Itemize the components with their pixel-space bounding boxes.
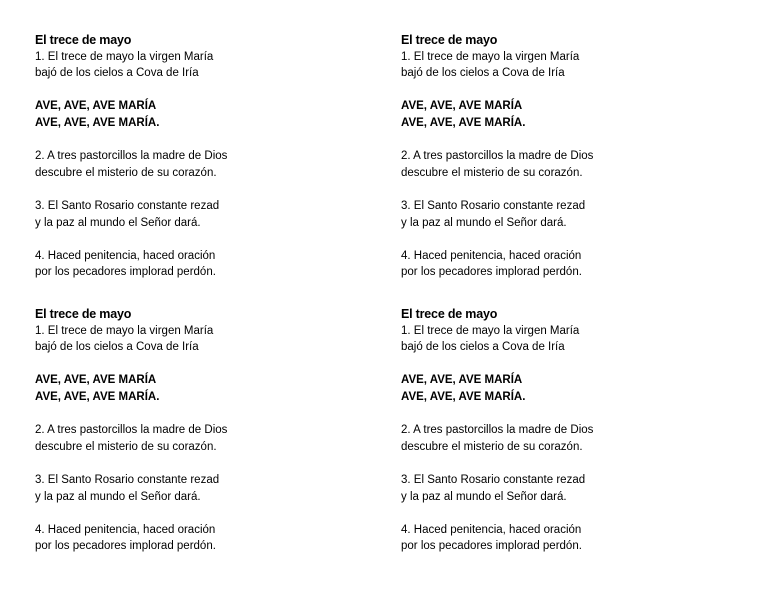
verse-1-line-2: bajó de los cielos a Cova de Iría	[35, 67, 199, 80]
verse-1-line-1: 1. El trece de mayo la virgen María	[35, 50, 214, 63]
verse-4-line-1: 4. Haced penitencia, haced oración	[35, 523, 216, 536]
verse-2-line-2: descubre el misterio de su corazón.	[401, 440, 583, 453]
verse-3-line-2: y la paz al mundo el Señor dará.	[35, 216, 201, 229]
song-title: El trece de mayo	[35, 307, 132, 321]
song-block-bottom-left	[35, 306, 365, 555]
song-title: El trece de mayo	[401, 33, 498, 47]
verse-3-line-2: y la paz al mundo el Señor dará.	[401, 490, 567, 503]
verse-2-line-1: 2. A tres pastorcillos la madre de Dios	[401, 424, 594, 437]
verse-2-line-1: 2. A tres pastorcillos la madre de Dios	[35, 150, 228, 163]
chorus-line-2: AVE, AVE, AVE MARÍA.	[401, 116, 526, 129]
verse-2-line-1: 2. A tres pastorcillos la madre de Dios	[401, 150, 594, 163]
verse-1-line-1: 1. El trece de mayo la virgen María	[35, 324, 214, 337]
verse-4-line-2: por los pecadores implorad perdón.	[401, 540, 582, 553]
chorus-line-1: AVE, AVE, AVE MARÍA	[35, 100, 157, 113]
chorus-line-2: AVE, AVE, AVE MARÍA.	[401, 390, 526, 403]
verse-4-line-1: 4. Haced penitencia, haced oración	[401, 523, 582, 536]
song-block-top-right	[401, 32, 731, 281]
chorus-line-1: AVE, AVE, AVE MARÍA	[35, 374, 157, 387]
verse-1-line-1: 1. El trece de mayo la virgen María	[401, 324, 580, 337]
verse-4-line-1: 4. Haced penitencia, haced oración	[401, 249, 582, 262]
verse-3-line-1: 3. El Santo Rosario constante rezad	[35, 199, 220, 212]
song-title: El trece de mayo	[401, 307, 498, 321]
verse-2-line-1: 2. A tres pastorcillos la madre de Dios	[35, 424, 228, 437]
chorus-line-1: AVE, AVE, AVE MARÍA	[401, 100, 523, 113]
verse-3-line-1: 3. El Santo Rosario constante rezad	[35, 473, 220, 486]
verse-1-line-1: 1. El trece de mayo la virgen María	[401, 50, 580, 63]
verse-3-line-2: y la paz al mundo el Señor dará.	[401, 216, 567, 229]
song-block-bottom-right	[401, 306, 731, 555]
verse-2-line-2: descubre el misterio de su corazón.	[35, 440, 217, 453]
verse-1-line-2: bajó de los cielos a Cova de Iría	[35, 341, 199, 354]
verse-3-line-1: 3. El Santo Rosario constante rezad	[401, 199, 586, 212]
verse-4-line-2: por los pecadores implorad perdón.	[401, 266, 582, 279]
verse-2-line-2: descubre el misterio de su corazón.	[401, 166, 583, 179]
verse-2-line-2: descubre el misterio de su corazón.	[35, 166, 217, 179]
verse-4-line-2: por los pecadores implorad perdón.	[35, 266, 216, 279]
verse-3-line-2: y la paz al mundo el Señor dará.	[35, 490, 201, 503]
verse-3-line-1: 3. El Santo Rosario constante rezad	[401, 473, 586, 486]
verse-1-line-2: bajó de los cielos a Cova de Iría	[401, 67, 565, 80]
verse-4-line-1: 4. Haced penitencia, haced oración	[35, 249, 216, 262]
verse-1-line-2: bajó de los cielos a Cova de Iría	[401, 341, 565, 354]
chorus-line-2: AVE, AVE, AVE MARÍA.	[35, 390, 160, 403]
chorus-line-2: AVE, AVE, AVE MARÍA.	[35, 116, 160, 129]
song-title: El trece de mayo	[35, 33, 132, 47]
verse-4-line-2: por los pecadores implorad perdón.	[35, 540, 216, 553]
chorus-line-1: AVE, AVE, AVE MARÍA	[401, 374, 523, 387]
song-block-top-left	[35, 32, 365, 281]
